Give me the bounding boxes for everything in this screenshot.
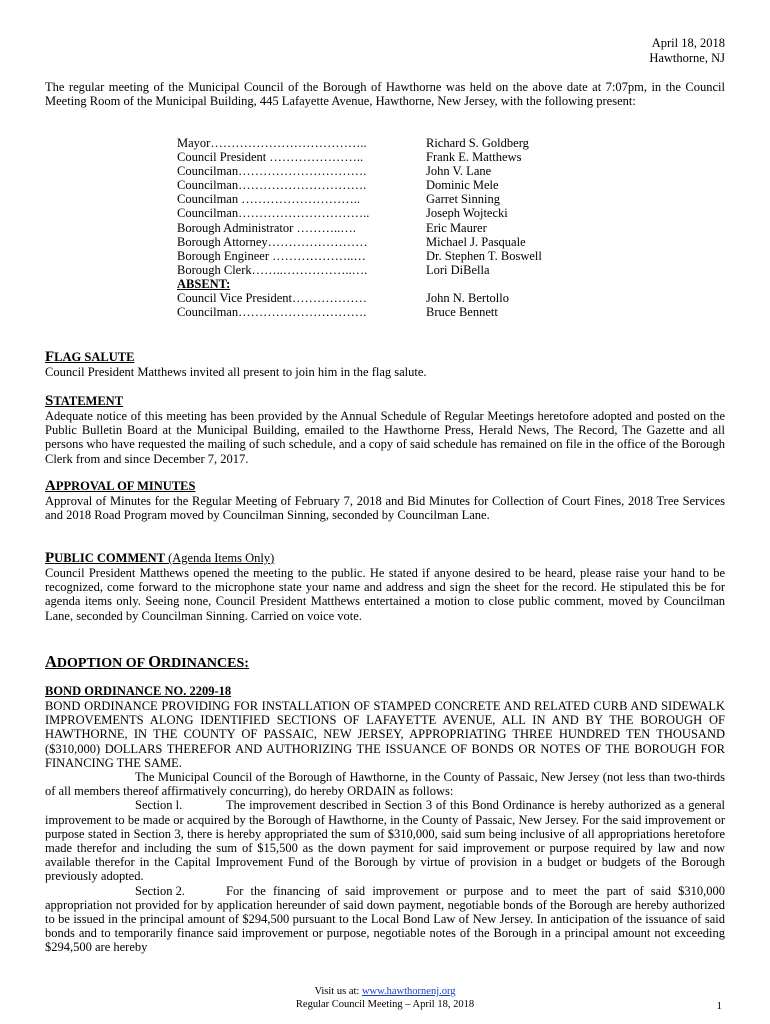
roster-name: Richard S. Goldberg <box>426 136 529 150</box>
approval-text: Approval of Minutes for the Regular Meeting of February 7, 2018 and Bid Minutes for Collection of Court Fines, 2018 Tree Services and 2018 Road Program moved by Councilman Sinning, seconded by Councilman Lane. <box>45 494 725 523</box>
header-date-block <box>649 36 725 66</box>
roster-role: Council Vice President……………… <box>177 291 367 306</box>
roster-name: John V. Lane <box>426 164 492 179</box>
intro-paragraph-block <box>45 80 725 108</box>
footer-meeting-line: Regular Council Meeting – April 18, 2018 <box>295 999 475 1010</box>
roster-role: Councilman…………………………. <box>177 178 367 193</box>
roster-row <box>177 164 542 178</box>
bond-ordinance-section <box>45 684 725 955</box>
approval-section <box>45 479 725 522</box>
roster-role: Borough Administrator ………..…. <box>177 220 356 235</box>
flag-salute-heading: FLAG SALUTE <box>45 349 135 365</box>
roster-role: Councilman………………………….. <box>177 206 370 221</box>
meeting-location: Hawthorne, NJ <box>649 51 725 65</box>
public-comment-heading: PUBLIC COMMENT (Agenda Items Only) <box>45 550 275 566</box>
flag-salute-section <box>45 350 725 379</box>
statement-section <box>45 394 725 466</box>
section-2-paragraph: Section 2. For the financing of said improvement or purpose and to meet the part of said $310,000 appropriation not provided for by application hereunder of said down payment, negotiable bonds of the Borough are hereby authorized to be issued in the principal amount of $294,500 pursuant to the Local Bond Law of New Jersey. In anticipation of the issuance of said bonds and to temporarily finance said improvement or purpose, negotiable notes of the Borough in a principal amount not exceeding $294,500 are hereby <box>45 883 725 955</box>
flag-salute-text: Council President Matthews invited all present to join him in the flag salute. <box>45 365 427 379</box>
roster-row <box>177 136 542 150</box>
section-1-label: Section l. <box>135 798 183 813</box>
roster-name: Garret Sinning <box>426 192 500 207</box>
roster-role: Councilman ……………………….. <box>177 192 360 207</box>
ordain-paragraph: The Municipal Council of the Borough of Hawthorne, in the County of Passaic, New Jersey (not less than two-thirds of all members thereof affirmatively concurring), do hereby ORDAIN as follows: <box>45 770 725 799</box>
roster-name: Lori DiBella <box>426 262 490 277</box>
adoption-heading: ADOPTION OF ORDINANCES: <box>45 652 249 671</box>
approval-heading: APPROVAL OF MINUTES <box>45 478 196 494</box>
statement-heading: STATEMENT <box>45 393 124 409</box>
roster-name: Dominic Mele <box>426 178 499 193</box>
bond-ordinance-title: BOND ORDINANCE NO. 2209-18 <box>45 684 232 698</box>
roster-row <box>177 150 542 164</box>
section-1-paragraph: Section l. The improvement described in Section 3 of this Bond Ordinance is hereby authorized as a general improvement to be made or acquired by the Borough of Hawthorne, in the County of Passaic, New Jersey. For the said improvement or purpose stated in Section 3, there is hereby appropriated the sum of $310,000, said sum being inclusive of all appropriations heretofore made therefor and including the sum of $15,500 as the down payment for said improvement or purpose required by law and now available therefor in the Capital Improvement Fund of the Borough by virtue of provision in a budget or budgets of the Borough previously adopted. <box>45 798 725 884</box>
roster-row <box>177 192 542 206</box>
section-2-label: Section 2. <box>135 883 185 898</box>
page-footer <box>0 985 770 1011</box>
roster-row <box>177 206 542 220</box>
roster-name: Joseph Wojtecki <box>426 206 508 221</box>
roster-row <box>177 178 542 192</box>
meeting-date: April 18, 2018 <box>651 36 725 50</box>
roster-row <box>177 263 542 277</box>
roster-row <box>177 291 542 305</box>
website-link[interactable]: www.hawthornenj.org <box>361 986 456 997</box>
roster-row <box>177 305 542 319</box>
roster-role: Council President ………………….. <box>177 150 364 165</box>
statement-text: Adequate notice of this meeting has been provided by the Annual Schedule of Regular Meetings heretofore adopted and posted on the Public Bulletin Board at the Municipal Building, emailed to the Hawthorne Press, Herald News, The Record, The Gazette and all persons who have requested the mailing of such schedule, and a copy of said schedule has remained on file in the office of the Borough Clerk from and since December 7, 2017. <box>45 409 725 466</box>
roster-row <box>177 221 542 235</box>
adoption-section <box>45 654 725 672</box>
public-comment-text: Council President Matthews opened the meeting to the public. He stated if anyone desired to be heard, please raise your hand to be recognized, come forward to the microphone state your name and address and sign the sheet for the record. He stipulated this be for agenda items only. Seeing none, Council President Matthews entertained a motion to close public comment, moved by Councilman Lane, seconded by Councilman Sinning. Carried on voice vote. <box>45 566 725 623</box>
roster-role: Councilman…………………………. <box>177 305 367 320</box>
public-comment-note: (Agenda Items Only) <box>164 551 275 565</box>
roster-row <box>177 249 542 263</box>
footer-visit-line: Visit us at: www.hawthornenj.org <box>314 986 456 997</box>
roster-row <box>177 235 542 249</box>
absent-heading: ABSENT: <box>177 276 231 291</box>
roster-name: Bruce Bennett <box>426 305 498 320</box>
roster-name: Frank E. Matthews <box>426 150 522 165</box>
page-number: 1 <box>716 1000 722 1012</box>
roster-role: Mayor……………………………….. <box>177 136 367 150</box>
roster-role: Borough Clerk……..……………..…. <box>177 262 368 277</box>
roster-role: Councilman…………………………. <box>177 164 367 179</box>
bond-ordinance-description: BOND ORDINANCE PROVIDING FOR INSTALLATION OF STAMPED CONCRETE AND RELATED CURB AND SIDEWALK IMPROVEMENTS ALONG IDENTIFIED SECTIONS OF LAFAYETTE AVENUE, ALL IN AND BY THE BOROUGH OF HAWTHORNE, IN THE COUNTY OF PASSAIC, NEW JERSEY, APPROPRIATING THREE HUNDRED TEN THOUSAND ($310,000) DOLLARS THEREFOR AND AUTHORIZING THE ISSUANCE OF BONDS OR NOTES OF THE BOROUGH FOR FINANCING THE SAME. <box>45 699 725 770</box>
roster-role: Borough Attorney…………………… <box>177 234 368 249</box>
roster-name: Michael J. Pasquale <box>426 234 526 249</box>
roster-name: John N. Bertollo <box>426 291 509 306</box>
roster-name: Dr. Stephen T. Boswell <box>426 248 542 263</box>
attendance-roster <box>177 136 542 319</box>
public-comment-section <box>45 551 725 623</box>
roster-role: Borough Engineer ………………..… <box>177 248 366 263</box>
intro-paragraph: The regular meeting of the Municipal Council of the Borough of Hawthorne was held on the above date at 7:07pm, in the Council Meeting Room of the Municipal Building, 445 Lafayette Avenue, Hawthorne, New Jersey, with the following present: <box>45 80 725 109</box>
roster-name: Eric Maurer <box>426 220 487 235</box>
